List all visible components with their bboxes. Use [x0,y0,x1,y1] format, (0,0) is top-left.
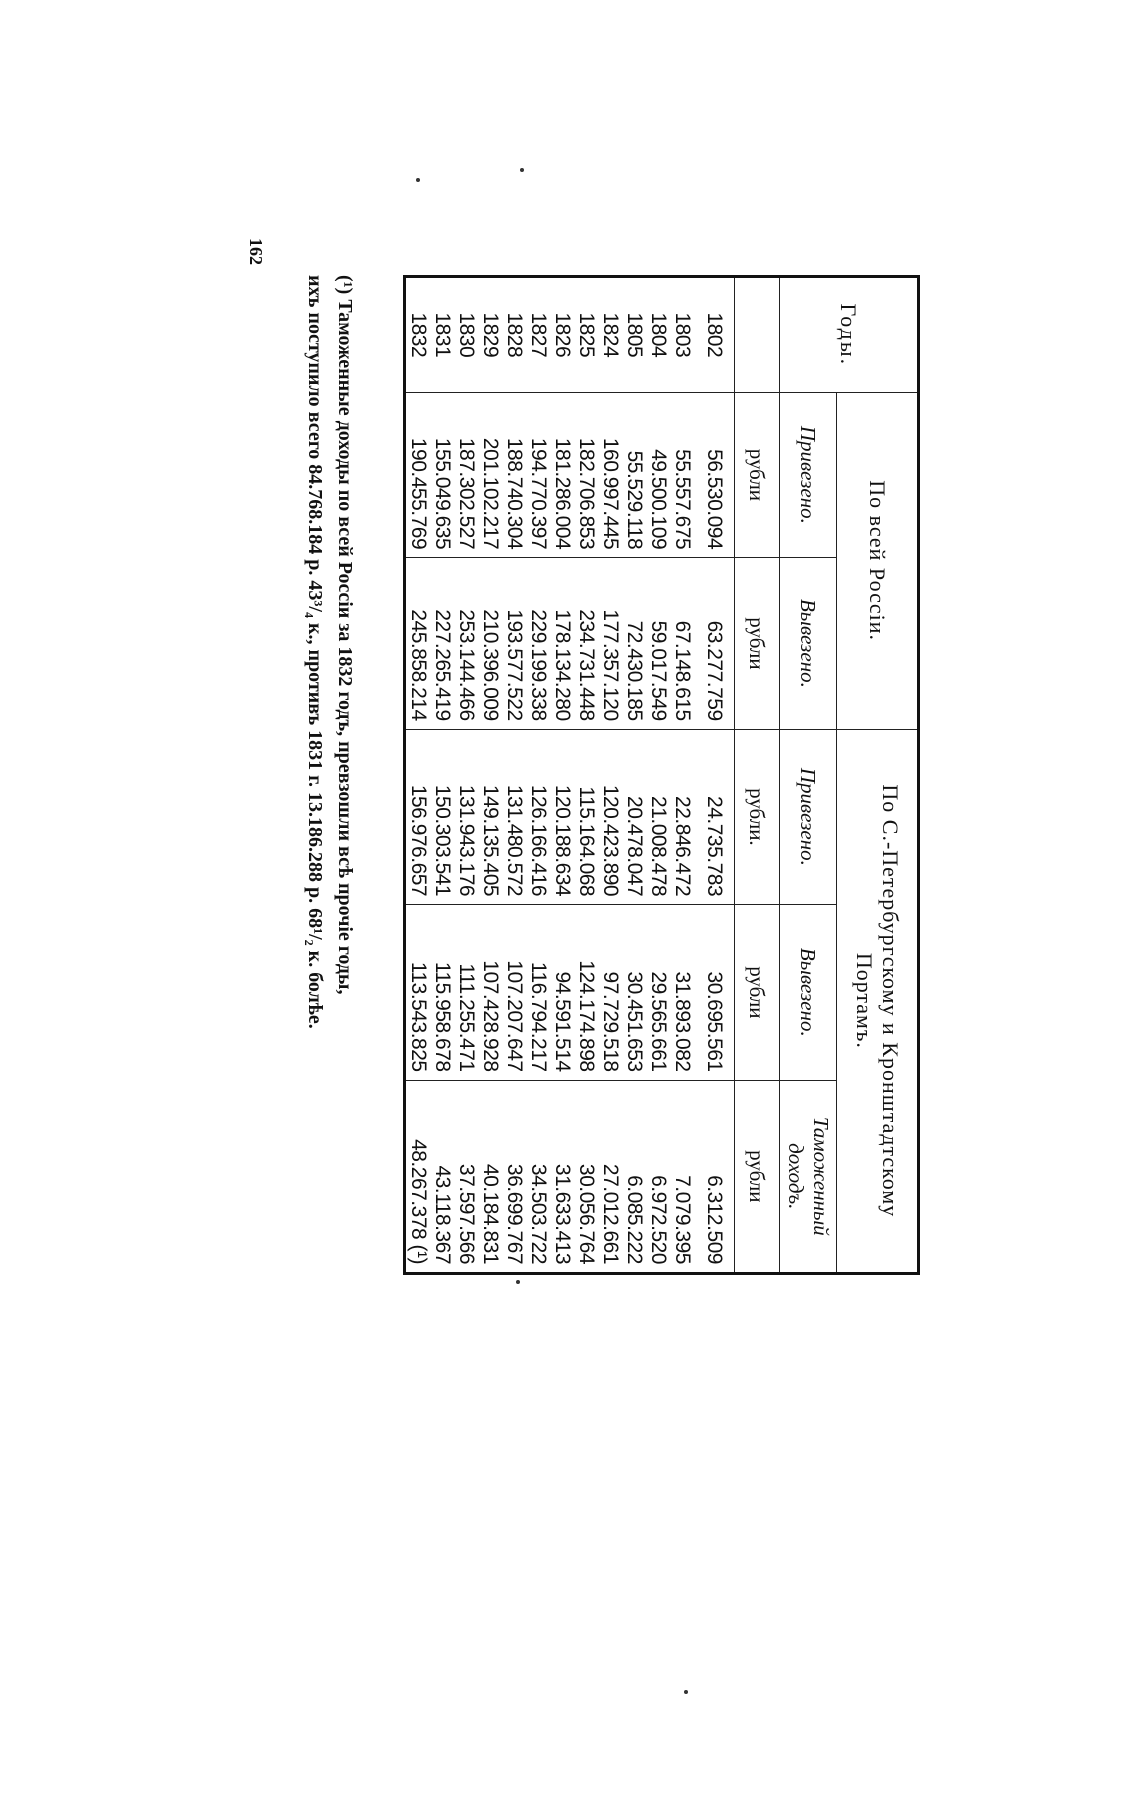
table-row [622,277,646,1274]
ports-import-cell: 120.188.634 [550,729,574,904]
russia-import-cell: 55.529.118 [622,392,646,558]
russia-import-cell: 187.302.527 [454,392,478,558]
russia-import-cell: 181.286.004 [550,392,574,558]
ports-export-cell: 30.695.561 [694,905,735,1080]
russia-import-cell: 160.997.445 [598,392,622,558]
ports-customs-cell: 34.503.722 [526,1080,550,1273]
ports-export-cell: 94.591.514 [550,905,574,1080]
rotated-page-content [260,275,920,1275]
units-row [735,277,780,1274]
years-header: Годы. [780,277,919,393]
ports-group-header: По С.-Петербургскому и Кронштадтскому Портамъ. [837,729,919,1273]
russia-export-cell: 210.396.009 [478,558,502,730]
russia-import-cell: 194.770.397 [526,392,550,558]
table-row [405,277,431,1274]
table-row [502,277,526,1274]
year-cell: 1832 [405,277,431,393]
table-row [694,277,735,1274]
russia-export-cell: 193.577.522 [502,558,526,730]
ports-customs-cell: 36.699.767 [502,1080,526,1273]
ports-export-cell: 107.207.647 [502,905,526,1080]
ports-import-cell: 150.303.541 [430,729,454,904]
russia-export-header: Вывезено. [780,558,837,730]
table-row [646,277,670,1274]
ports-customs-header: Таможенный доходъ. [780,1080,837,1273]
ports-export-cell: 113.543.825 [405,905,431,1080]
ports-customs-cell: 48.267.378 (¹) [405,1080,431,1273]
russia-export-cell: 67.148.615 [670,558,694,730]
footnote-line-2: ихъ поступило всего 84.768.184 р. 43³/₄ к., противъ 1831 г. 13.186.288 р. 68¹/₂ к. болѣе. [304,275,326,1029]
russia-export-cell: 63.277.759 [694,558,735,730]
page-number: 162 [246,238,266,265]
russia-import-cell: 56.530.094 [694,392,735,558]
table-row [670,277,694,1274]
ports-export-cell: 97.729.518 [598,905,622,1080]
ports-export-header: Вывезено. [780,905,837,1080]
russia-export-cell: 234.731.448 [574,558,598,730]
russia-import-cell: 188.740.304 [502,392,526,558]
ports-customs-cell: 6.085.222 [622,1080,646,1273]
units-cell-years [735,277,780,393]
year-cell: 1804 [646,277,670,393]
table-row [454,277,478,1274]
unit-russia-import: рубли [735,392,780,558]
ports-import-cell: 120.423.890 [598,729,622,904]
russia-export-cell: 178.134.280 [550,558,574,730]
unit-ports-customs: рубли [735,1080,780,1273]
russia-export-cell: 72.430.185 [622,558,646,730]
russia-export-cell: 229.199.338 [526,558,550,730]
year-cell: 1805 [622,277,646,393]
ports-customs-cell: 27.012.661 [598,1080,622,1273]
ports-customs-cell: 7.079.395 [670,1080,694,1273]
scan-speck [516,1280,520,1284]
ports-customs-cell: 6.312.509 [694,1080,735,1273]
ports-export-cell: 30.451.653 [622,905,646,1080]
ports-customs-cell: 30.056.764 [574,1080,598,1273]
ports-customs-cell: 6.972.520 [646,1080,670,1273]
ports-import-cell: 21.008.478 [646,729,670,904]
ports-export-cell: 31.893.082 [670,905,694,1080]
ports-export-cell: 116.794.217 [526,905,550,1080]
year-cell: 1825 [574,277,598,393]
table-row [550,277,574,1274]
year-cell: 1826 [550,277,574,393]
ports-import-header: Привезено. [780,729,837,904]
ports-import-cell: 115.164.068 [574,729,598,904]
ports-customs-cell: 40.184.831 [478,1080,502,1273]
year-cell: 1803 [670,277,694,393]
ports-import-cell: 149.135.405 [478,729,502,904]
ports-export-cell: 115.958.678 [430,905,454,1080]
russia-export-cell: 227.265.419 [430,558,454,730]
ports-import-cell: 24.735.783 [694,729,735,904]
ports-import-cell: 22.846.472 [670,729,694,904]
russia-import-cell: 155.049.635 [430,392,454,558]
footnote-line-1: (¹) Таможенные доходы по всей Россіи за 1832 годъ, превзошли всѣ прочіе годы, [334,275,356,995]
footnote [300,275,360,1275]
year-cell: 1829 [478,277,502,393]
ports-export-cell: 111.255.471 [454,905,478,1080]
ports-customs-cell: 31.633.413 [550,1080,574,1273]
ports-export-cell: 107.428.928 [478,905,502,1080]
scan-speck [520,168,524,172]
russia-import-cell: 49.500.109 [646,392,670,558]
scan-speck [416,178,420,182]
russia-import-cell: 55.557.675 [670,392,694,558]
ports-import-cell: 126.166.416 [526,729,550,904]
russia-export-cell: 245.858.214 [405,558,431,730]
table-row [598,277,622,1274]
russia-export-cell: 177.357.120 [598,558,622,730]
ports-export-cell: 124.174.898 [574,905,598,1080]
scan-speck [684,1690,688,1694]
unit-russia-export: рубли [735,558,780,730]
ports-import-cell: 20.478.047 [622,729,646,904]
table-row [526,277,550,1274]
russia-group-header: По всей Россіи. [837,392,919,729]
year-cell: 1827 [526,277,550,393]
year-cell: 1831 [430,277,454,393]
table-row [430,277,454,1274]
ports-customs-cell: 37.597.566 [454,1080,478,1273]
unit-ports-import: рубли. [735,729,780,904]
russia-export-cell: 59.017.549 [646,558,670,730]
year-cell: 1802 [694,277,735,393]
table-row [478,277,502,1274]
year-cell: 1830 [454,277,478,393]
ports-customs-cell: 43.118.367 [430,1080,454,1273]
ports-import-cell: 131.480.572 [502,729,526,904]
year-cell: 1828 [502,277,526,393]
ports-export-cell: 29.565.661 [646,905,670,1080]
russia-export-cell: 253.144.466 [454,558,478,730]
trade-statistics-table [403,275,920,1275]
table-row [574,277,598,1274]
russia-import-header: Привезено. [780,392,837,558]
russia-import-cell: 182.706.853 [574,392,598,558]
unit-ports-export: рубли [735,905,780,1080]
russia-import-cell: 190.455.769 [405,392,431,558]
ports-import-cell: 156.976.657 [405,729,431,904]
year-cell: 1824 [598,277,622,393]
ports-import-cell: 131.943.176 [454,729,478,904]
russia-import-cell: 201.102.217 [478,392,502,558]
